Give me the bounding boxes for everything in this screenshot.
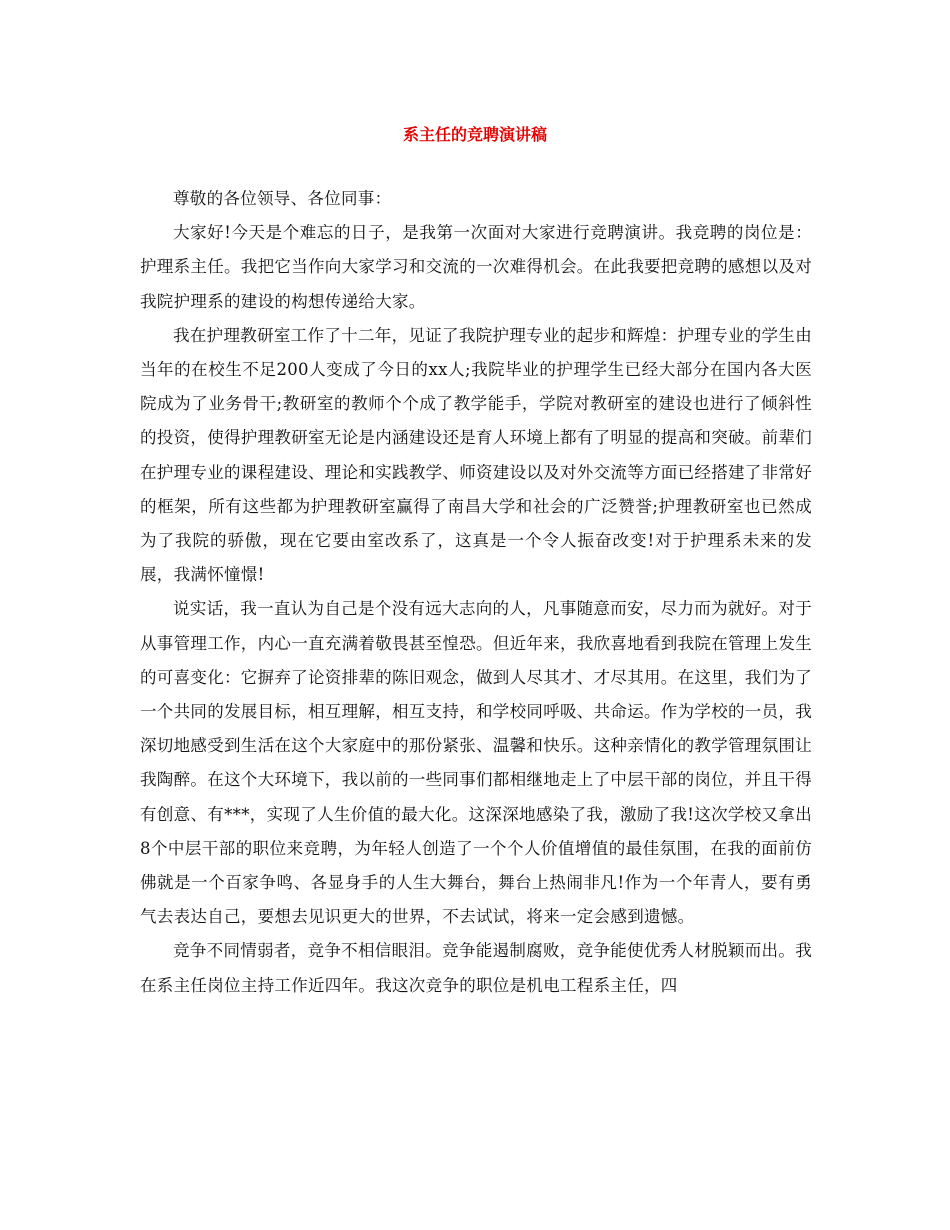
document-body — [140, 182, 812, 1003]
paragraph-opening: 大家好!今天是个难忘的日子，是我第一次面对大家进行竞聘演讲。我竞聘的岗位是：护理系主任。我把它当作向大家学习和交流的一次难得机会。在此我要把竞聘的感想以及对我院护理系的建设的构想传递给大家。 — [140, 223, 812, 311]
paragraph-motivation: 说实话，我一直认为自己是个没有远大志向的人，凡事随意而安，尽力而为就好。对于从事管理工作，内心一直充满着敬畏甚至惶恐。但近年来，我欣喜地看到我院在管理上发生的可喜变化：它摒弃了论资排辈的陈旧观念，做到人尽其才、才尽其用。在这里，我们为了一个共同的发展目标，相互理解，相互支持，和学校同呼吸、共命运。作为学校的一员，我深切地感受到生活在这个大家庭中的那份紧张、温馨和快乐。这种亲情化的教学管理氛围让我陶醉。在这个大环境下，我以前的一些同事们都相继地走上了中层干部的岗位，并且干得有创意、有***，实现了人生价值的最大化。这深深地感染了我，激励了我!这次学校又拿出8个中层干部的职位来竞聘，为年轻人创造了一个个人价值增值的最佳氛围，在我的面前仿佛就是一个百家争鸣、各显身手的人生大舞台，舞台上热闹非凡!作为一个年青人，要有勇气去表达自己，要想去见识更大的世界，不去试试，将来一定会感到遗憾。 — [140, 599, 812, 927]
paragraph-competition: 竞争不同情弱者，竞争不相信眼泪。竞争能遏制腐败，竞争能使优秀人材脱颖而出。我在系主任岗位主持工作近四年。我这次竞争的职位是机电工程系主任，四 — [140, 941, 812, 995]
greeting-line: 尊敬的各位领导、各位同事： — [173, 189, 392, 208]
document-title: 系主任的竞聘演讲稿 — [402, 125, 547, 144]
paragraph-experience: 我在护理教研室工作了十二年，见证了我院护理专业的起步和辉煌：护理专业的学生由当年的在校生不足200人变成了今日的xx人;我院毕业的护理学生已经大部分在国内各大医院成为了业务骨干;教研室的教师个个成了教学能手，学院对教研室的建设也进行了倾斜性的投资，使得护理教研室无论是内涵建设还是育人环境上都有了明显的提高和突破。前辈们在护理专业的课程建设、理论和实践教学、师资建设以及对外交流等方面已经搭建了非常好的框架，所有这些都为护理教研室赢得了南昌大学和社会的广泛赞誉;护理教研室也已然成为了我院的骄傲，现在它要由室改系了，这真是一个令人振奋改变!对于护理系未来的发展，我满怀憧憬! — [140, 325, 812, 585]
